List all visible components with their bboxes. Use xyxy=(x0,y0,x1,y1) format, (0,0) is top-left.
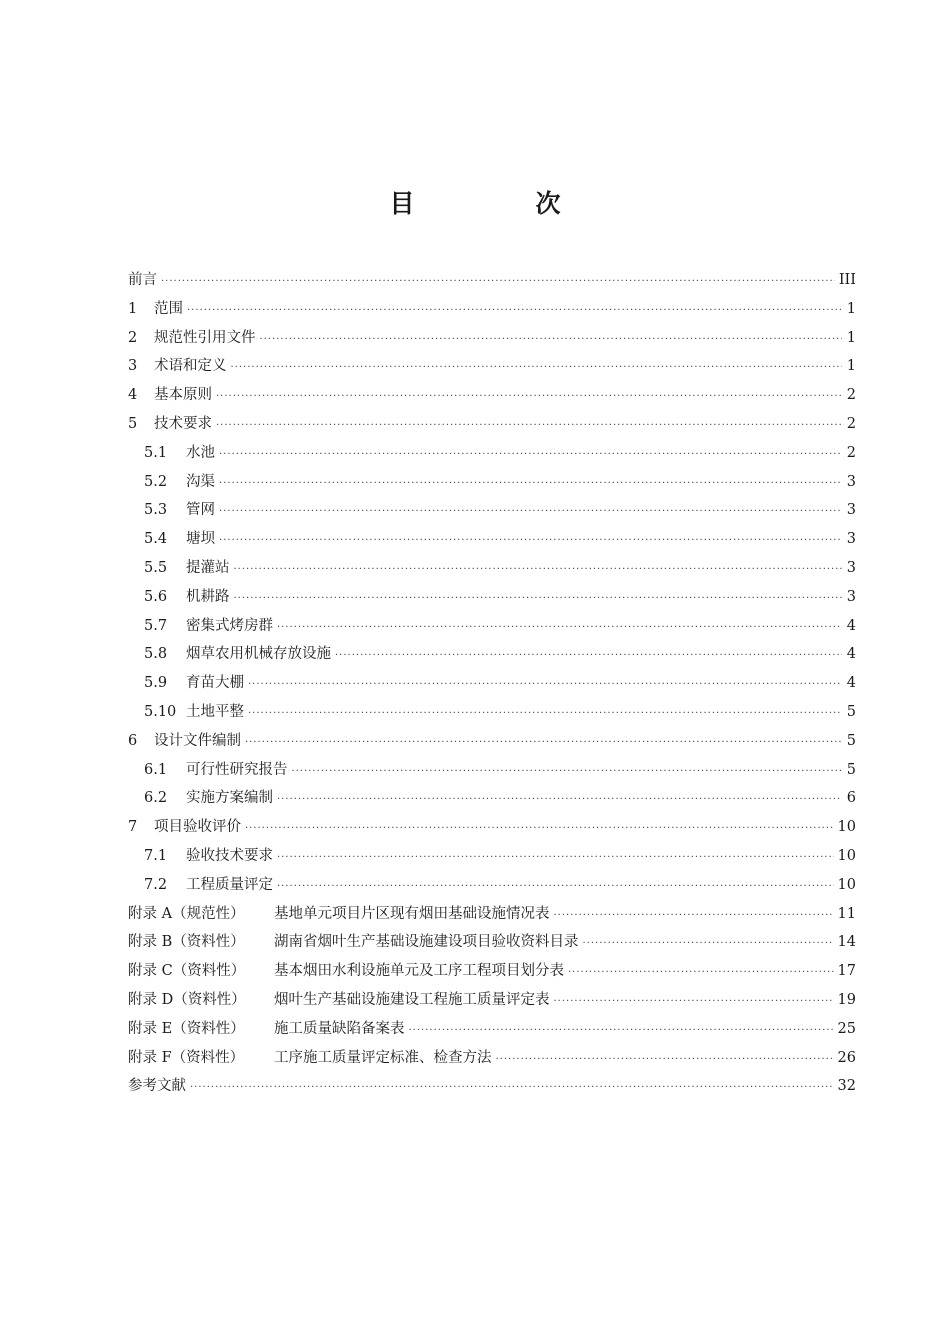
toc-entry[interactable] xyxy=(128,525,856,554)
toc-entry-label: 项目验收评价 xyxy=(154,819,241,836)
dot-leader xyxy=(292,758,843,787)
toc-entry[interactable] xyxy=(128,352,856,381)
toc-entry-label: 实施方案编制 xyxy=(186,790,273,807)
toc-entry-page-number: 4 xyxy=(846,646,856,663)
toc-entry-page-number: 10 xyxy=(837,847,856,864)
toc-entry-page-number: 3 xyxy=(846,502,856,519)
dot-leader xyxy=(554,902,834,931)
toc-entry-number: 附录 C（资料性） xyxy=(128,963,246,980)
dot-leader xyxy=(216,383,842,412)
toc-entry-label: 前言 xyxy=(128,272,157,288)
toc-entry[interactable] xyxy=(128,468,856,497)
toc-entry-page-number: 11 xyxy=(837,905,856,922)
toc-entry-page-number: 2 xyxy=(846,387,856,404)
toc-entry-page-number: 25 xyxy=(837,1020,856,1037)
toc-entry[interactable] xyxy=(128,554,856,583)
dot-leader xyxy=(231,354,843,383)
toc-entry[interactable] xyxy=(128,583,856,612)
page-title: 目 次 xyxy=(389,189,609,218)
dot-leader xyxy=(219,470,842,499)
toc-entry[interactable] xyxy=(128,640,856,669)
toc-entry-label: 管网 xyxy=(186,502,215,519)
dot-leader xyxy=(248,671,842,700)
dot-leader xyxy=(554,988,834,1017)
toc-entry-number: 7 xyxy=(128,819,138,836)
toc-entry[interactable] xyxy=(128,266,856,295)
toc-entry-label: 机耕路 xyxy=(186,588,230,605)
toc-entry-label: 技术要求 xyxy=(154,415,212,432)
toc-entry[interactable] xyxy=(128,324,856,353)
toc-entry-number: 5.4 xyxy=(144,531,168,548)
toc-entry[interactable] xyxy=(128,439,856,468)
toc-entry-page-number: 2 xyxy=(846,415,856,432)
toc-entry-number: 5 xyxy=(128,415,138,432)
dot-leader xyxy=(219,527,842,556)
toc-entry-label: 烟叶生产基础设施建设工程施工质量评定表 xyxy=(274,991,550,1008)
toc-entry[interactable] xyxy=(128,784,856,813)
toc-entry-page-number: III xyxy=(838,272,856,288)
dot-leader xyxy=(245,815,834,844)
toc-entry-label: 可行性研究报告 xyxy=(186,761,288,778)
toc-entry[interactable] xyxy=(128,1015,856,1044)
toc-entry-label: 育苗大棚 xyxy=(186,675,244,692)
toc-entry-label: 术语和定义 xyxy=(154,358,227,375)
toc-entry-number: 1 xyxy=(128,300,138,317)
toc-entry-number: 6.1 xyxy=(144,761,168,778)
toc-entry-number: 4 xyxy=(128,387,138,404)
toc-entry-page-number: 17 xyxy=(837,963,856,980)
toc-entry[interactable] xyxy=(128,612,856,641)
toc-entry-page-number: 19 xyxy=(837,991,856,1008)
toc-entry-page-number: 10 xyxy=(837,819,856,836)
toc-entry-number: 3 xyxy=(128,358,138,375)
toc-entry-number: 6.2 xyxy=(144,790,168,807)
toc-entry-page-number: 1 xyxy=(846,300,856,317)
dot-leader xyxy=(568,959,834,988)
toc-entry-label: 土地平整 xyxy=(186,703,244,720)
toc-entry[interactable] xyxy=(128,928,856,957)
toc-entry-label: 验收技术要求 xyxy=(186,847,273,864)
toc-entry-page-number: 4 xyxy=(846,675,856,692)
dot-leader xyxy=(260,326,843,355)
toc-entry-label: 沟渠 xyxy=(186,473,215,490)
toc-entry-number: 5.1 xyxy=(144,444,168,461)
toc-entry[interactable] xyxy=(128,410,856,439)
dot-leader xyxy=(496,1046,834,1075)
dot-leader xyxy=(219,441,842,470)
toc-entry-number: 2 xyxy=(128,329,138,346)
dot-leader xyxy=(277,614,842,643)
toc-entry[interactable] xyxy=(128,727,856,756)
toc-entry-number: 附录 E（资料性） xyxy=(128,1020,245,1037)
toc-entry-label: 施工质量缺陷备案表 xyxy=(274,1020,405,1037)
toc-entry-number: 6 xyxy=(128,732,138,749)
toc-entry-label: 规范性引用文件 xyxy=(154,329,256,346)
toc-entry-number: 附录 D（资料性） xyxy=(128,991,246,1008)
toc-entry[interactable] xyxy=(128,986,856,1015)
toc-entry-label: 塘坝 xyxy=(186,531,215,548)
toc-entry[interactable] xyxy=(128,842,856,871)
toc-entry-page-number: 26 xyxy=(837,1049,856,1066)
toc-entry-label: 烟草农用机械存放设施 xyxy=(186,646,331,663)
toc-entry-label: 基本原则 xyxy=(154,387,212,404)
dot-leader xyxy=(161,268,835,297)
toc-entry[interactable] xyxy=(128,1044,856,1073)
toc-entry-number: 7.2 xyxy=(144,876,168,893)
toc-entry-page-number: 3 xyxy=(846,531,856,548)
toc-entry-page-number: 6 xyxy=(846,790,856,807)
toc-entry-page-number: 2 xyxy=(846,444,856,461)
toc-entry-page-number: 5 xyxy=(846,761,856,778)
toc-entry-page-number: 10 xyxy=(837,876,856,893)
dot-leader xyxy=(190,1074,834,1103)
toc-entry[interactable] xyxy=(128,813,856,842)
toc-entry-number: 5.7 xyxy=(144,617,168,634)
dot-leader xyxy=(335,642,842,671)
dot-leader xyxy=(234,585,843,614)
toc-entry-label: 密集式烤房群 xyxy=(186,617,273,634)
toc-entry-number: 5.10 xyxy=(144,703,177,720)
toc-entry-page-number: 1 xyxy=(846,329,856,346)
toc-entry-label: 水池 xyxy=(186,444,215,461)
toc-entry-number: 5.5 xyxy=(144,559,168,576)
toc-entry-label: 基地单元项目片区现有烟田基础设施情况表 xyxy=(274,905,550,922)
dot-leader xyxy=(216,412,842,441)
toc-entry-label: 提灌站 xyxy=(186,559,230,576)
dot-leader xyxy=(277,873,834,902)
toc-entry-page-number: 14 xyxy=(837,934,856,951)
toc-entry[interactable] xyxy=(128,698,856,727)
toc-entry-number: 附录 B（资料性） xyxy=(128,934,245,951)
dot-leader xyxy=(248,700,842,729)
toc-entry-label: 参考文献 xyxy=(128,1078,186,1095)
toc-entry[interactable] xyxy=(128,1072,856,1101)
toc-entry-label: 工程质量评定 xyxy=(186,876,273,893)
table-of-contents xyxy=(128,266,856,1101)
toc-entry-page-number: 32 xyxy=(837,1078,856,1095)
dot-leader xyxy=(187,297,842,326)
toc-entry-page-number: 1 xyxy=(846,358,856,375)
toc-entry-number: 5.9 xyxy=(144,675,168,692)
toc-entry-number: 5.3 xyxy=(144,502,168,519)
toc-entry[interactable] xyxy=(128,295,856,324)
toc-entry[interactable] xyxy=(128,957,856,986)
toc-entry-page-number: 5 xyxy=(846,703,856,720)
dot-leader xyxy=(277,844,834,873)
toc-entry[interactable] xyxy=(128,496,856,525)
toc-entry-page-number: 4 xyxy=(846,617,856,634)
toc-entry-page-number: 3 xyxy=(846,559,856,576)
toc-entry-number: 附录 F（资料性） xyxy=(128,1049,245,1066)
toc-entry-number: 5.2 xyxy=(144,473,168,490)
toc-entry-number: 7.1 xyxy=(144,847,168,864)
toc-entry-number: 5.8 xyxy=(144,646,168,663)
toc-entry-label: 湖南省烟叶生产基础设施建设项目验收资料目录 xyxy=(274,934,579,951)
toc-entry[interactable] xyxy=(128,756,856,785)
dot-leader xyxy=(277,786,842,815)
toc-entry-number: 5.6 xyxy=(144,588,168,605)
toc-entry[interactable] xyxy=(128,381,856,410)
toc-entry-page-number: 3 xyxy=(846,473,856,490)
dot-leader xyxy=(234,556,843,585)
dot-leader xyxy=(583,930,834,959)
toc-entry[interactable] xyxy=(128,871,856,900)
toc-entry-page-number: 3 xyxy=(846,588,856,605)
dot-leader xyxy=(219,498,842,527)
toc-entry-label: 基本烟田水利设施单元及工序工程项目划分表 xyxy=(274,963,564,980)
toc-entry-label: 工序施工质量评定标准、检查方法 xyxy=(274,1049,492,1066)
dot-leader xyxy=(245,729,842,758)
toc-entry[interactable] xyxy=(128,669,856,698)
toc-entry-label: 设计文件编制 xyxy=(154,732,241,749)
toc-entry[interactable] xyxy=(128,900,856,929)
toc-entry-number: 附录 A（规范性） xyxy=(128,905,245,922)
toc-entry-page-number: 5 xyxy=(846,732,856,749)
dot-leader xyxy=(409,1017,834,1046)
toc-entry-label: 范围 xyxy=(154,300,183,317)
